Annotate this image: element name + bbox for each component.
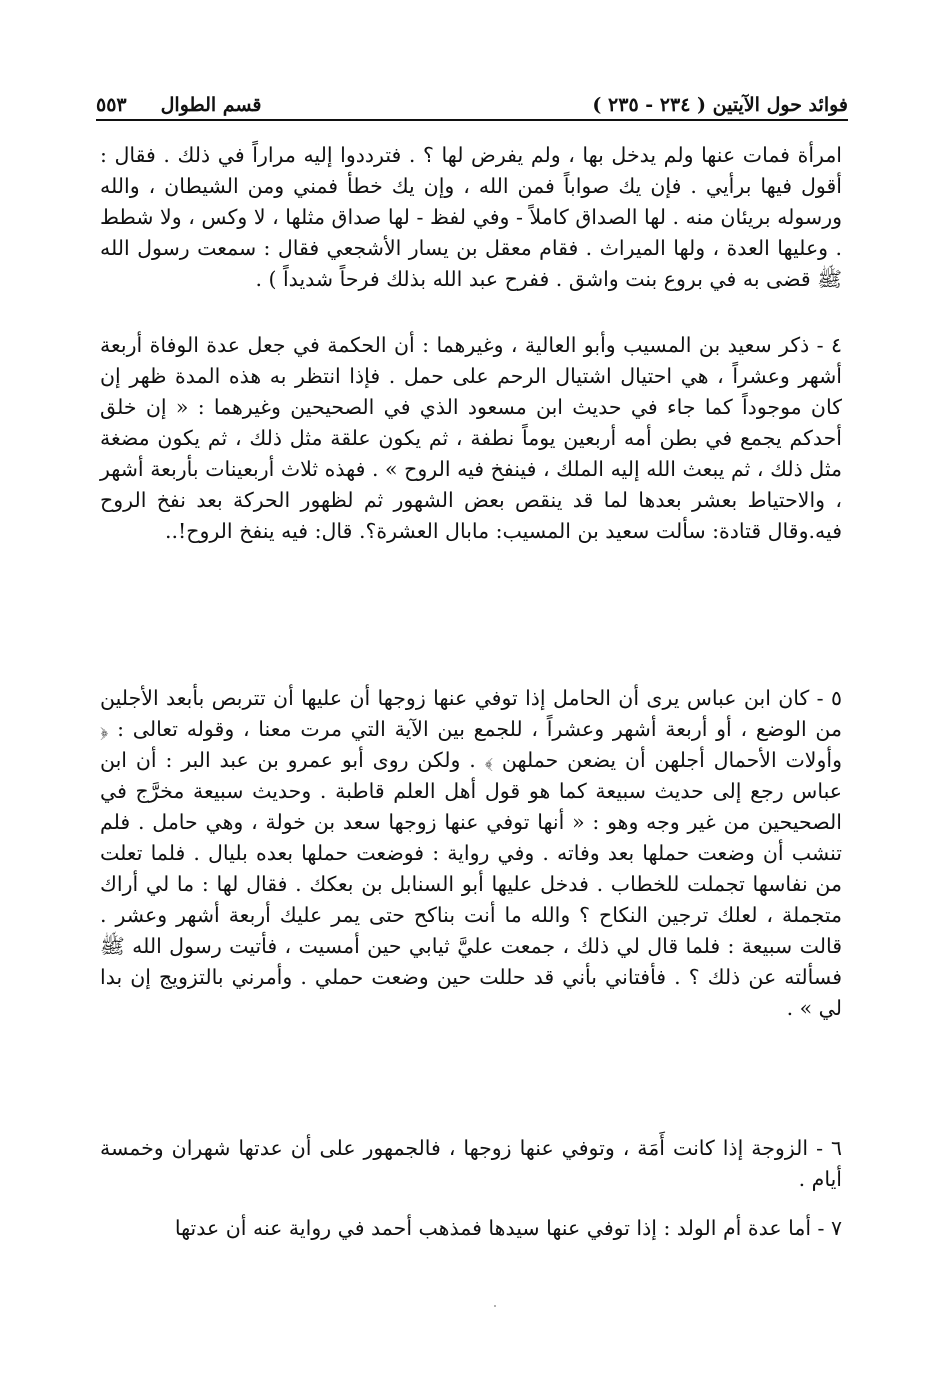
page-number: ٥٥٣ — [96, 94, 127, 116]
paragraph-7: ٧ - أما عدة أم الولد : إذا توفي عنها سيدها فمذهب أحمد في رواية عنه أن عدتها — [174, 1216, 842, 1240]
section-name: قسم الطوال — [160, 94, 262, 116]
paragraph-4: ٤ - ذكر سعيد بن المسيب وأبو العالية ، وغيرهما : أن الحكمة في جعل عدة الوفاة أربعة أشهر وعشراً ، هي احتيال اشتيال الرحم على حمل . فإذا انتظر به هذه المدة ظهر إن كان موجوداً كما جاء في حديث ابن مسعود الذي في الصحيحين وغيرهما : « إن خلق أحدكم يجمع في بطن أمه أربعين يوماً نطفة ، ثم يكون علقة مثل ذلك ، ثم يكون مضغة مثل ذلك ، ثم يبعث الله إليه الملك ، فينفخ فيه الروح » . فهذه ثلاث أربعينات بأربعة أشهر ، والاحتياط بعشر بعدها لما قد ينقص بعض الشهور ثم لظهور الحركة بعد نفخ الروح فيه.وقال قتادة: سألت سعيد بن المسيب: مابال العشرة؟. قال: فيه ينفخ الروح!.. — [100, 333, 842, 543]
header-left-group — [96, 94, 261, 116]
running-title: فوائد حول الآيتين ( ٢٣٤ - ٢٣٥ ) — [592, 94, 848, 116]
page-header — [96, 76, 848, 116]
paragraph-6: ٦ - الزوجة إذا كانت أَمَة ، وتوفي عنها زوجها ، فالجمهور على أن عدتها شهران وخمسة أيام . — [100, 1136, 842, 1191]
paragraph-continuation: امرأة فمات عنها ولم يدخل بها ، ولم يفرض لها ؟ . فترددوا إليه مراراً في ذلك . فقال : أقول فيها برأيي . فإن يك صواباً فمن الله ، وإن يك خطأ فمني ومن الشيطان ، والله ورسوله بريئان منه . لها الصداق كاملاً - وفي لفظ - لها صداق مثلها ، لا وكس ، ولا شطط . وعليها العدة ، ولها الميراث . فقام معقل بن يسار الأشجعي فقال : سمعت رسول الله ﷺ قضى به في بروع بنت واشق . ففرح عبد الله بذلك فرحاً شديداً ) . — [100, 143, 842, 291]
paragraph-5: ٥ - كان ابن عباس يرى أن الحامل إذا توفي عنها زوجها أن عليها أن تتربص بأبعد الأجلين من الوضع ، أو أربعة أشهر وعشراً ، للجمع بين الآية التي مرت معنا ، وقوله تعالى : ﴿ وأولات الأحمال أجلهن أن يضعن حملهن ﴾ . ولكن روى أبو عمرو بن عبد البر : أن ابن عباس رجع إلى حديث سبيعة كما هو قول أهل العلم قاطبة . وحديث سبيعة مخرَّج في الصحيحين من غير وجه وهو : « أنها توفي عنها زوجها سعد بن خولة ، وهي حامل . فلم تنشب أن وضعت حملها بعد وفاته . وفي رواية : فوضعت حملها بعده بليال . فلما تعلت من نفاسها تجملت للخطاب . فدخل عليها أبو السنابل بن بعكك . فقال لها : ما لي أراك متجملة ، لعلك ترجين النكاح ؟ والله ما أنت بناكح حتى يمر عليك أربعة أشهر وعشر . قالت سبيعة : فلما قال لي ذلك ، جمعت عليَّ ثيابي حين أمسيت ، فأتيت رسول الله ﷺ فسألته عن ذلك ؟ . فأفتاني بأني قد حللت حين وضعت حملي . وأمرني بالتزويج إن بدا لي » . — [100, 686, 842, 1020]
header-rule — [96, 119, 848, 121]
scan-dot — [494, 1305, 496, 1307]
